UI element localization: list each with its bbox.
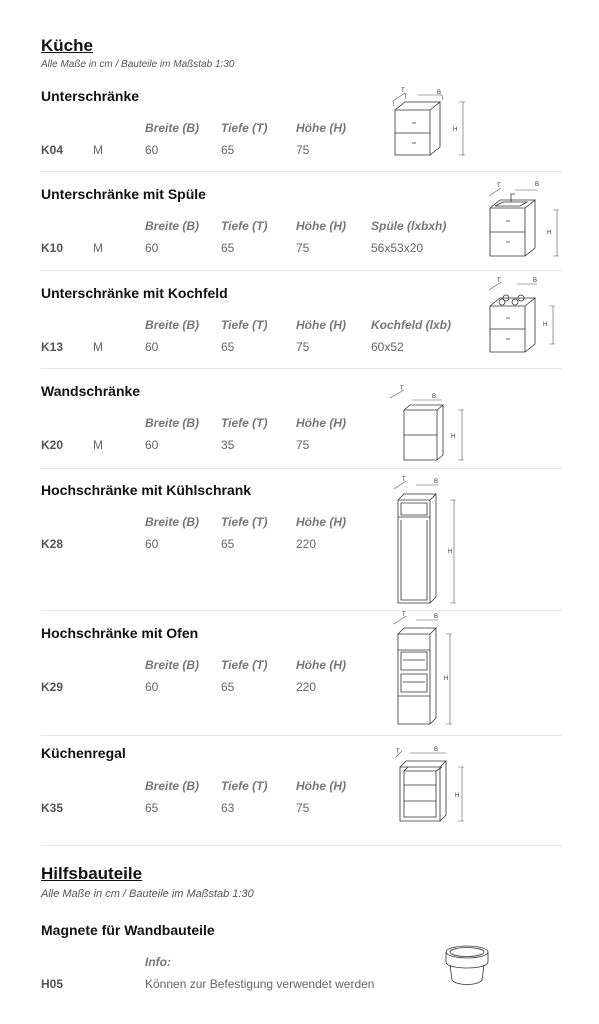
svg-text:T: T xyxy=(400,386,404,392)
magnet-illustration xyxy=(440,940,500,995)
col-header-info: Info: xyxy=(145,955,171,969)
value-width: 60 xyxy=(145,340,159,354)
category-title: Küchenregal xyxy=(41,745,126,761)
category-title: Wandschränke xyxy=(41,383,141,399)
part-code: K35 xyxy=(41,801,64,815)
col-header-width: Breite (B) xyxy=(145,779,200,793)
col-header-depth: Tiefe (T) xyxy=(221,416,268,430)
value-width: 65 xyxy=(145,801,159,815)
value-height: 75 xyxy=(296,241,310,255)
wall-cabinet-illustration xyxy=(382,380,472,465)
svg-text:T: T xyxy=(402,612,406,618)
col-header-width: Breite (B) xyxy=(145,219,200,233)
svg-text:B: B xyxy=(434,747,439,753)
value-height: 220 xyxy=(296,537,317,551)
value-depth: 65 xyxy=(221,537,235,551)
part-code: K13 xyxy=(41,340,64,354)
col-header-depth: Tiefe (T) xyxy=(221,779,268,793)
svg-text:H: H xyxy=(453,127,458,133)
col-header-depth: Tiefe (T) xyxy=(221,658,268,672)
value-depth: 65 xyxy=(221,340,235,354)
base-cabinet-illustration xyxy=(385,85,475,160)
sink-cabinet-illustration xyxy=(485,178,565,258)
svg-text:H: H xyxy=(455,793,460,799)
part-code: K20 xyxy=(41,438,64,452)
value-height: 220 xyxy=(296,680,317,694)
part-size: M xyxy=(93,340,103,354)
category-title: Unterschränke mit Spüle xyxy=(41,186,206,202)
svg-text:B: B xyxy=(437,90,442,96)
part-code: H05 xyxy=(41,977,64,991)
part-code: K29 xyxy=(41,680,64,694)
value-depth: 65 xyxy=(221,680,235,694)
info-text: Können zur Befestigung verwendet werden xyxy=(145,977,375,991)
col-header-depth: Tiefe (T) xyxy=(221,219,268,233)
col-header-height: Höhe (H) xyxy=(296,779,346,793)
value-width: 60 xyxy=(145,680,159,694)
part-code: K04 xyxy=(41,143,64,157)
svg-text:T: T xyxy=(401,88,405,94)
category-title: Unterschränke xyxy=(41,88,140,104)
svg-text:T: T xyxy=(402,477,406,483)
category-title: Hochschränke mit Ofen xyxy=(41,625,199,641)
value-depth: 65 xyxy=(221,241,235,255)
part-size: M xyxy=(93,438,103,452)
svg-text:H: H xyxy=(448,549,453,555)
col-header-width: Breite (B) xyxy=(145,318,200,332)
category-title: Unterschränke mit Kochfeld xyxy=(41,285,228,301)
value-depth: 63 xyxy=(221,801,235,815)
col-header-height: Höhe (H) xyxy=(296,416,346,430)
value-height: 75 xyxy=(296,438,310,452)
svg-text:H: H xyxy=(451,434,456,440)
separator xyxy=(41,368,562,369)
svg-text:H: H xyxy=(547,230,552,236)
hob-cabinet-illustration xyxy=(485,276,565,356)
value-sink: 56x53x20 xyxy=(371,241,424,255)
svg-text:B: B xyxy=(434,479,439,485)
value-width: 60 xyxy=(145,537,159,551)
col-header-depth: Tiefe (T) xyxy=(221,121,268,135)
svg-text:B: B xyxy=(434,614,439,620)
col-header-height: Höhe (H) xyxy=(296,121,346,135)
part-code: K28 xyxy=(41,537,64,551)
value-depth: 35 xyxy=(221,438,235,452)
part-size: M xyxy=(93,143,103,157)
separator xyxy=(41,735,562,736)
value-height: 75 xyxy=(296,340,310,354)
svg-text:B: B xyxy=(533,278,538,284)
col-header-width: Breite (B) xyxy=(145,515,200,529)
svg-text:H: H xyxy=(543,322,548,328)
kitchen-shelf-illustration xyxy=(390,745,475,825)
svg-text:H: H xyxy=(444,676,449,682)
col-header-height: Höhe (H) xyxy=(296,318,346,332)
col-header-height: Höhe (H) xyxy=(296,658,346,672)
section-title-aux: Hilfsbauteile xyxy=(41,864,143,883)
col-header-sink: Spüle (lxbxh) xyxy=(371,219,447,233)
value-width: 60 xyxy=(145,143,159,157)
oven-tall-cabinet-illustration xyxy=(388,612,468,732)
category-title: Hochschränke mit Kühlschrank xyxy=(41,482,252,498)
value-hob: 60x52 xyxy=(371,340,404,354)
part-code: K10 xyxy=(41,241,64,255)
col-header-height: Höhe (H) xyxy=(296,515,346,529)
separator xyxy=(41,468,562,469)
value-depth: 65 xyxy=(221,143,235,157)
section-subtitle-kitchen: Alle Maße in cm / Bauteile im Maßstab 1:30 xyxy=(41,59,235,70)
value-height: 75 xyxy=(296,143,310,157)
separator xyxy=(41,845,562,846)
col-header-height: Höhe (H) xyxy=(296,219,346,233)
separator xyxy=(41,610,562,611)
col-header-hob: Kochfeld (lxb) xyxy=(371,318,451,332)
value-width: 60 xyxy=(145,438,159,452)
section-title-kitchen: Küche xyxy=(41,36,93,55)
col-header-depth: Tiefe (T) xyxy=(221,318,268,332)
svg-text:B: B xyxy=(535,182,540,188)
col-header-width: Breite (B) xyxy=(145,658,200,672)
separator xyxy=(41,270,562,271)
category-title: Magnete für Wandbauteile xyxy=(41,922,215,938)
svg-text:T: T xyxy=(497,183,501,189)
svg-text:T: T xyxy=(497,278,501,284)
separator xyxy=(41,171,562,172)
fridge-tall-cabinet-illustration xyxy=(388,475,468,610)
svg-text:T: T xyxy=(396,749,400,755)
part-size: M xyxy=(93,241,103,255)
svg-text:B: B xyxy=(432,394,437,400)
section-subtitle-aux: Alle Maße in cm / Bauteile im Maßstab 1:30 xyxy=(41,888,254,900)
col-header-depth: Tiefe (T) xyxy=(221,515,268,529)
value-width: 60 xyxy=(145,241,159,255)
value-height: 75 xyxy=(296,801,310,815)
col-header-width: Breite (B) xyxy=(145,416,200,430)
col-header-width: Breite (B) xyxy=(145,121,200,135)
